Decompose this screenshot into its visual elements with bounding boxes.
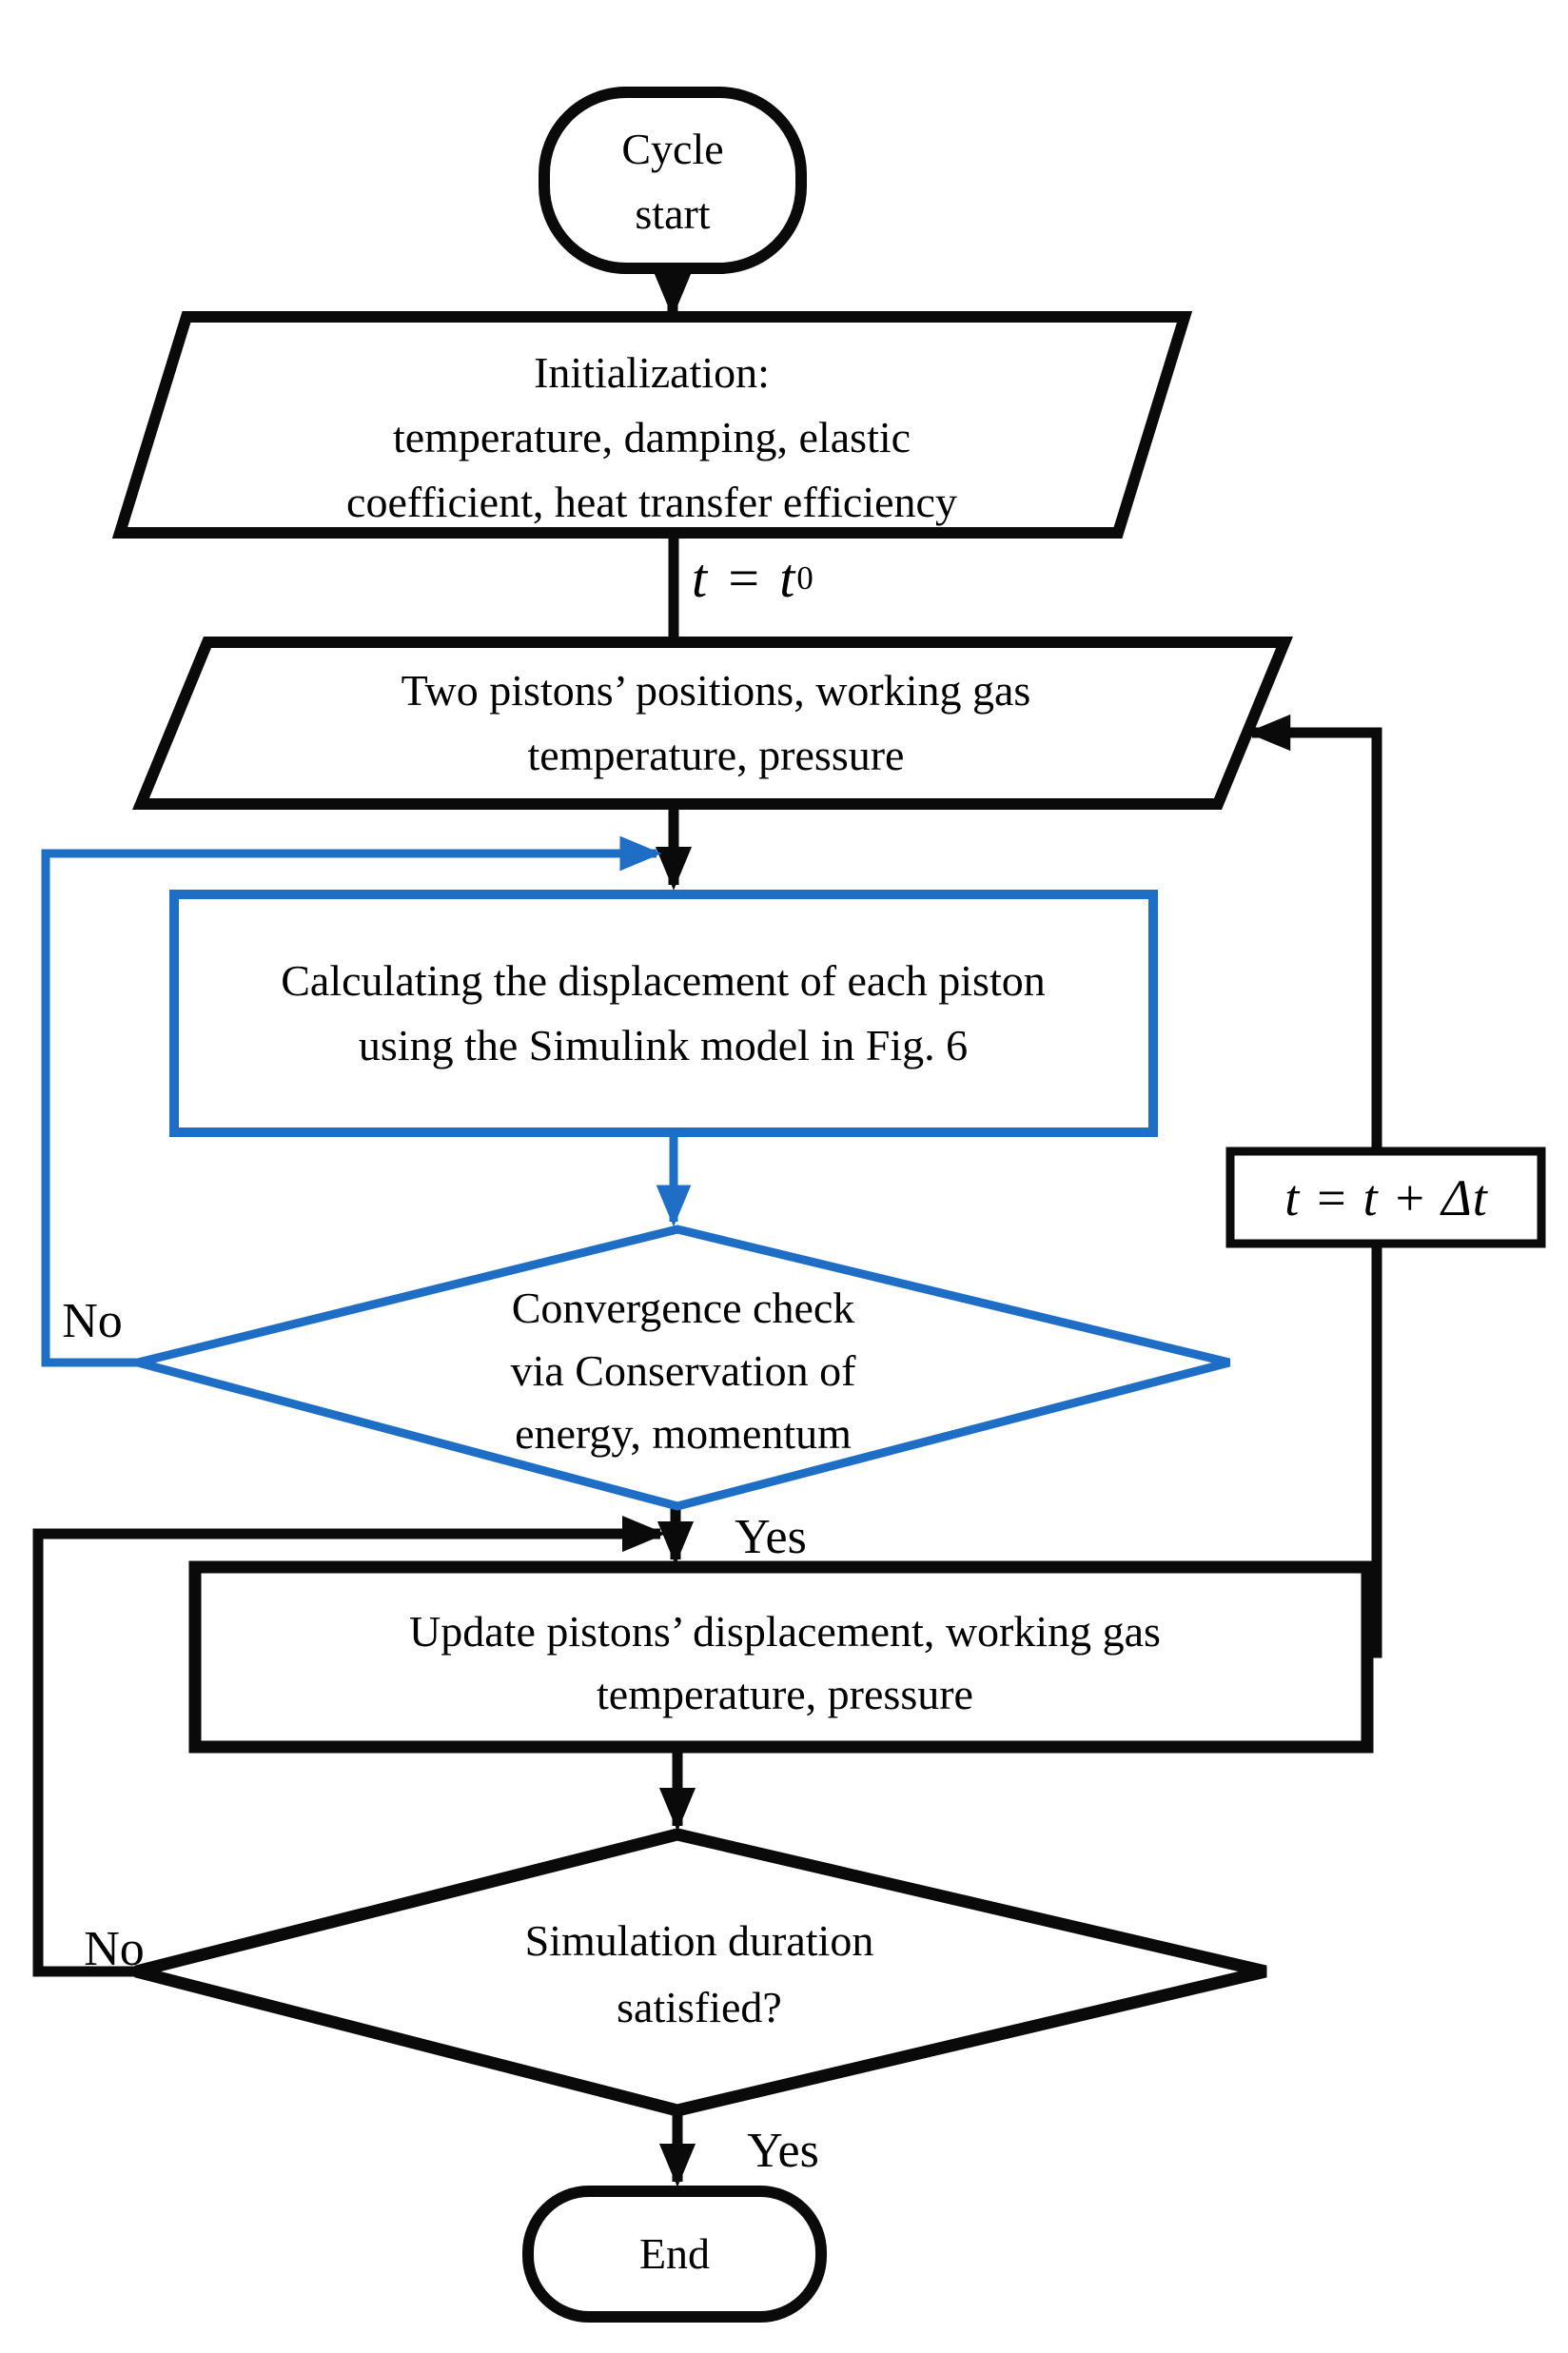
convergence-line-1: Convergence check [511, 1284, 855, 1332]
start-line-2: start [635, 189, 711, 238]
update-label [209, 1584, 1361, 1741]
duration-label [304, 1908, 1094, 2041]
duration-line-1: Simulation duration [524, 1916, 874, 1965]
initialization-line-3: coefficient, heat transfer efficiency [346, 478, 957, 526]
convergence-yes-label [704, 1509, 837, 1566]
state-input-line-1: Two pistons’ positions, working gas [401, 666, 1031, 715]
initialization-line-1: Initialization: [534, 348, 770, 397]
convergence-no-text: No [62, 1294, 123, 1348]
end-line-1: End [638, 2229, 711, 2278]
duration-line-2: satisfied? [617, 1983, 782, 2031]
convergence-line-2: via Conservation of [510, 1346, 856, 1395]
calculation-label [187, 928, 1139, 1099]
duration-no-label [57, 1918, 171, 1981]
time-increment-text: t = t + Δt [1284, 1169, 1488, 1226]
state-input-label [205, 645, 1227, 801]
convergence-label [350, 1275, 1016, 1467]
start-label [544, 112, 801, 251]
state-input-line-2: temperature, pressure [527, 731, 905, 779]
initialization-label [162, 343, 1142, 533]
update-line-2: temperature, pressure [597, 1669, 973, 1718]
convergence-line-3: energy, momentum [515, 1409, 852, 1458]
edge-label-time-init: t = t 0 [692, 547, 815, 609]
time-init-expression: t = t [692, 547, 797, 609]
update-line-1: Update pistons’ displacement, working gas [409, 1606, 1161, 1656]
duration-yes-text: Yes [747, 2124, 819, 2178]
time-increment-label [1235, 1155, 1538, 1241]
calculation-line-1: Calculating the displacement of each piston [281, 956, 1046, 1005]
initialization-line-2: temperature, damping, elastic [392, 413, 911, 461]
duration-yes-label [712, 2120, 854, 2183]
end-label [528, 2217, 821, 2291]
convergence-yes-text: Yes [735, 1510, 807, 1564]
start-line-1: Cycle [621, 125, 724, 173]
duration-no-text: No [84, 1922, 145, 1976]
convergence-no-label [40, 1290, 145, 1353]
calculation-line-2: using the Simulink model in Fig. 6 [358, 1021, 969, 1069]
